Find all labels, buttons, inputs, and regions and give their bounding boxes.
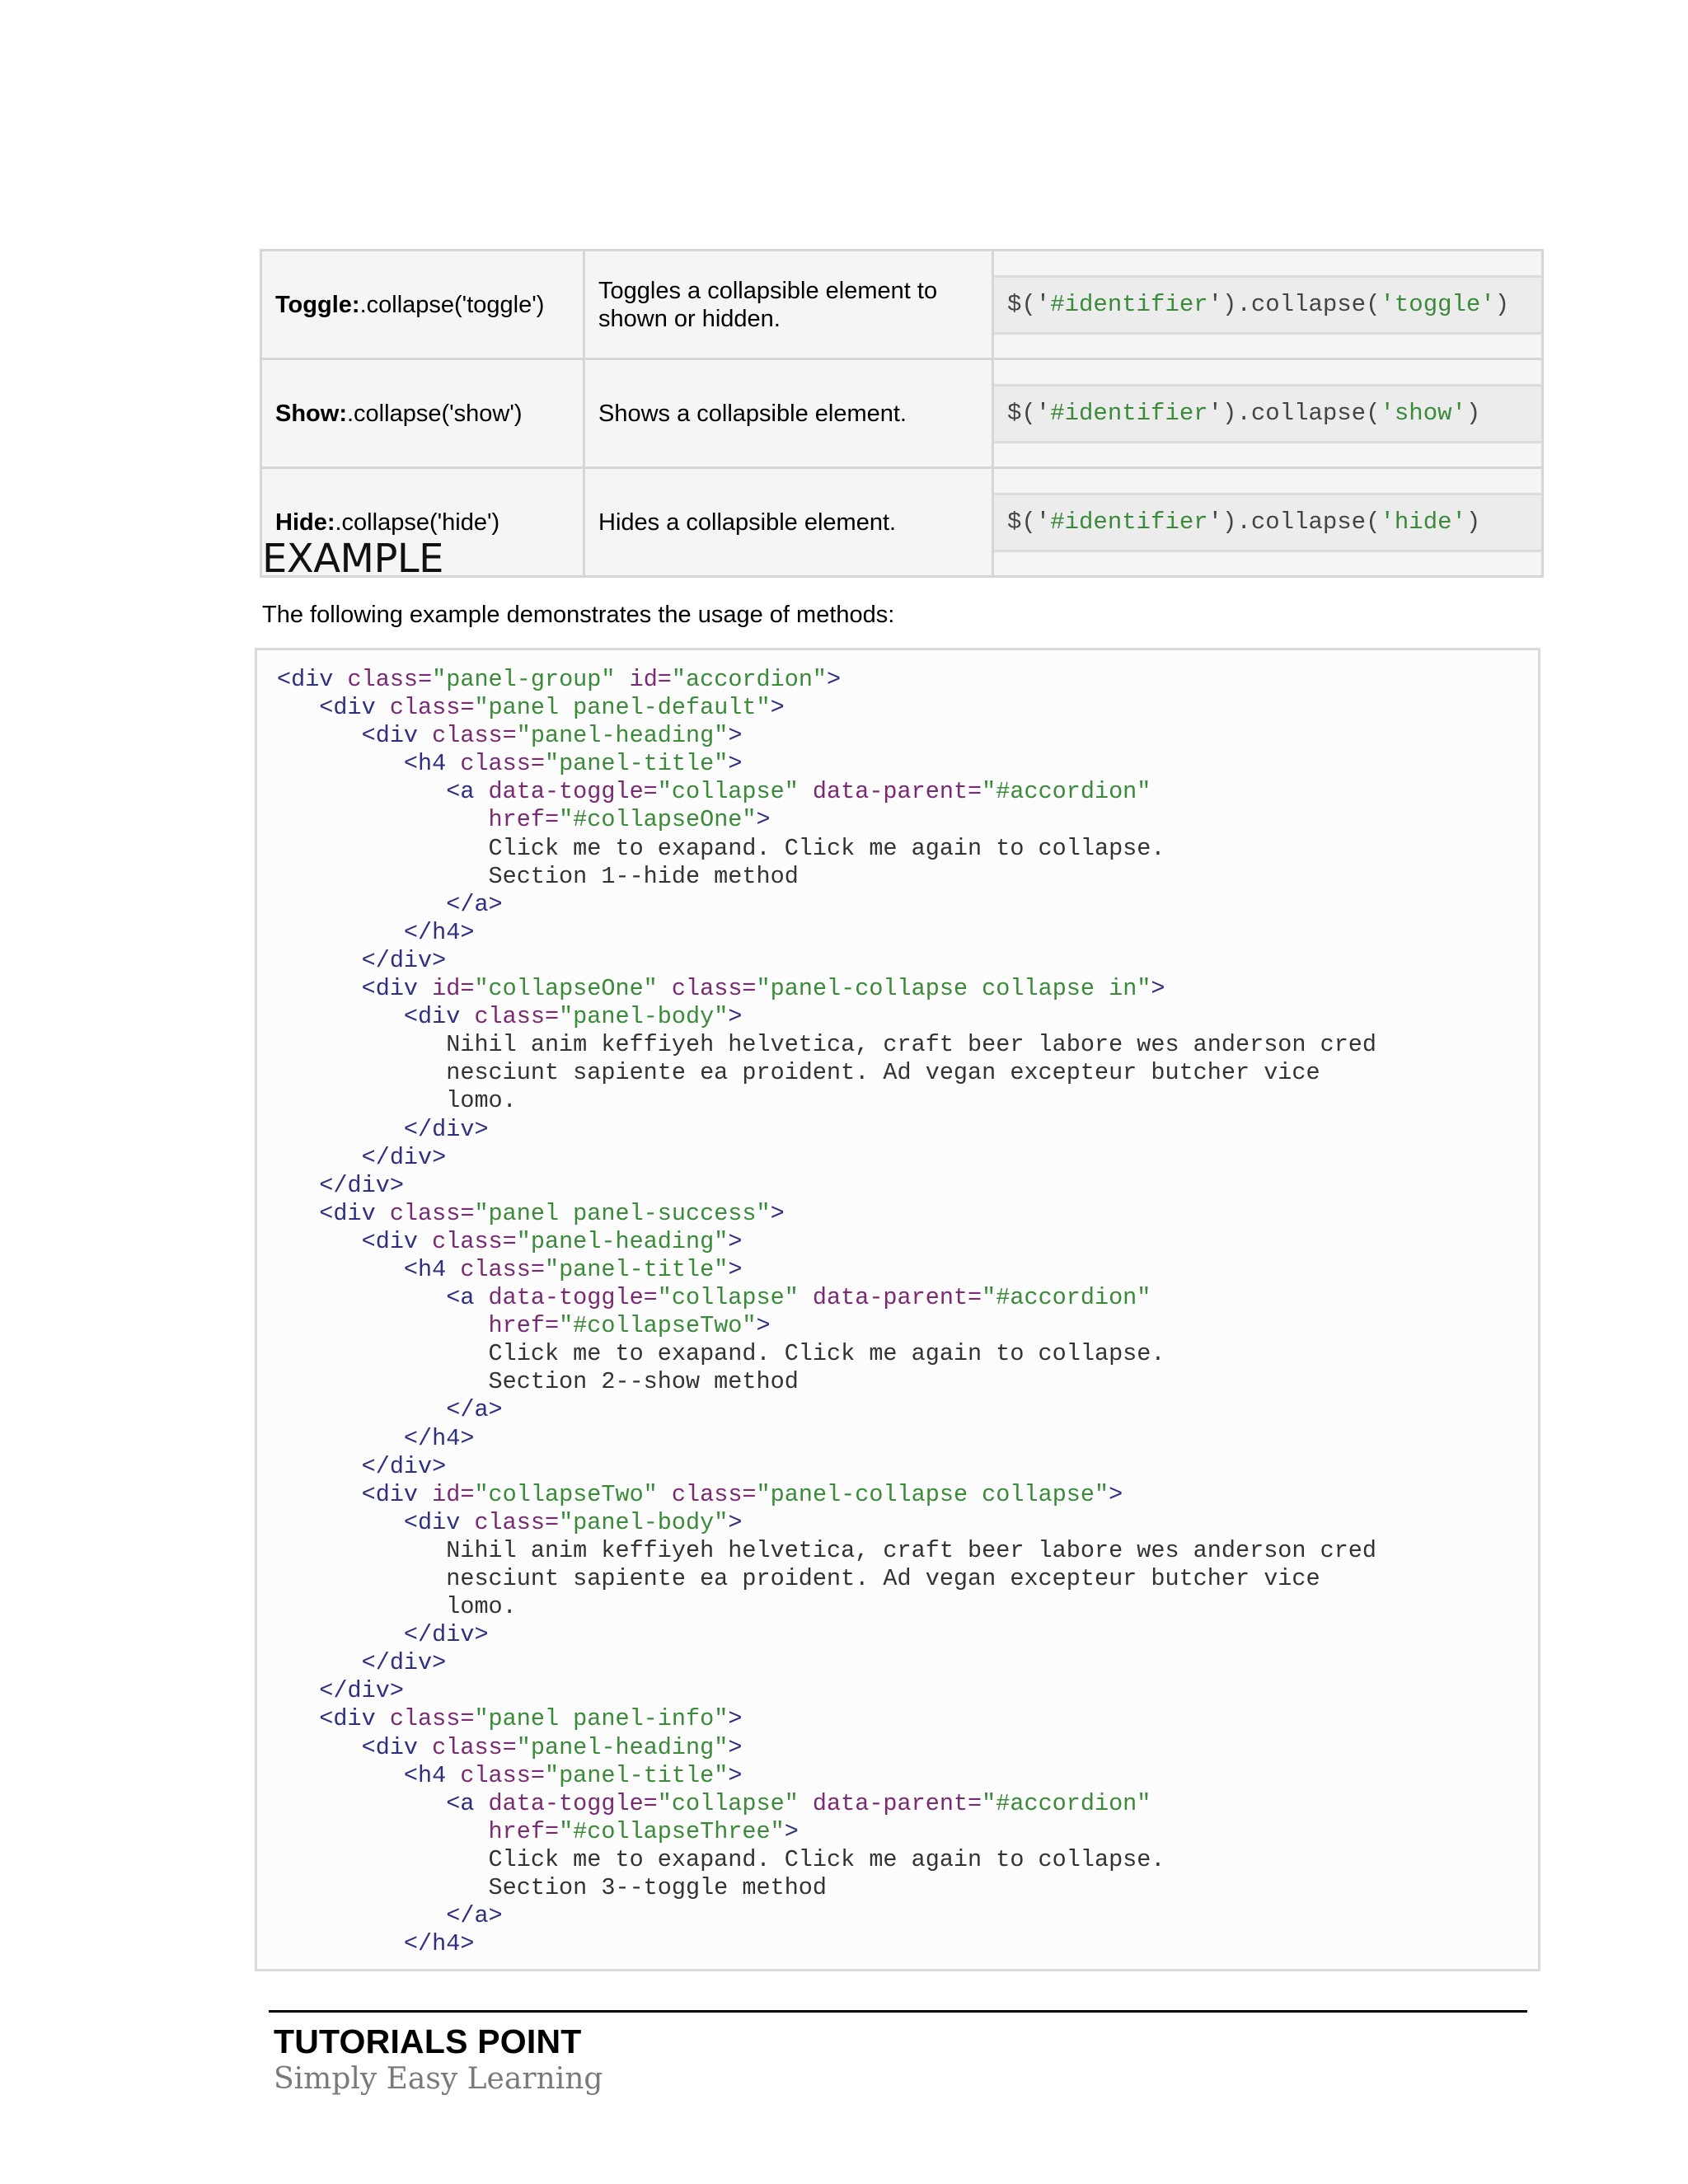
code-token: data-parent= xyxy=(812,1284,982,1312)
code-token: > xyxy=(728,1508,743,1536)
code-line xyxy=(277,1003,1538,1031)
code-line xyxy=(277,919,1538,947)
code-token: > xyxy=(728,1733,743,1761)
code-line xyxy=(277,1593,1538,1621)
code-line xyxy=(277,1902,1538,1930)
code-line xyxy=(277,806,1538,834)
code-token: "panel-collapse collapse" xyxy=(756,1480,1109,1508)
code-token: > xyxy=(756,1312,771,1340)
code-listing xyxy=(257,650,1538,1958)
code-token: "#accordion" xyxy=(982,778,1151,806)
code-token: class= xyxy=(474,1003,560,1031)
code-block xyxy=(255,648,1540,1971)
code-token: id= xyxy=(432,1480,475,1508)
code-line xyxy=(277,1705,1538,1733)
code-token: </div> xyxy=(277,1171,404,1199)
code-token: </div> xyxy=(277,1143,447,1171)
code-line xyxy=(277,1396,1538,1424)
usage-code xyxy=(994,384,1541,443)
code-token: Nihil anim keffiyeh helvetica, craft beer labore wes anderson cred xyxy=(277,1536,1377,1564)
code-token: class= xyxy=(474,1508,560,1536)
code-token: Click me to exapand. Click me again to collapse. xyxy=(277,834,1165,862)
code-line xyxy=(277,1762,1538,1790)
method-usage xyxy=(993,468,1543,577)
code-token: > xyxy=(1109,1480,1123,1508)
code-token: </div> xyxy=(277,1115,489,1143)
code-token: "#collapseTwo" xyxy=(559,1312,757,1340)
code-token: <div xyxy=(277,1003,475,1031)
code-token: <h4 xyxy=(277,750,461,778)
code-token: > xyxy=(728,750,743,778)
code-token: > xyxy=(770,694,785,722)
table-row xyxy=(261,468,1543,577)
code-token: "panel panel-info" xyxy=(474,1705,729,1733)
code-token: "collapseOne" xyxy=(474,975,658,1003)
code-token: <a xyxy=(277,778,489,806)
code-line xyxy=(277,1734,1538,1762)
code-line xyxy=(277,1031,1538,1059)
code-token: $(' xyxy=(1007,290,1051,318)
code-token: data-toggle= xyxy=(488,1284,658,1312)
code-token: nesciunt sapiente ea proident. Ad vegan excepteur butcher vice xyxy=(277,1059,1320,1087)
code-token: <a xyxy=(277,1789,489,1817)
code-token: ').collapse( xyxy=(1207,508,1381,536)
code-token: $(' xyxy=(1007,508,1051,536)
code-token: "panel-title" xyxy=(544,1255,729,1283)
code-token: class= xyxy=(460,750,545,778)
code-token: <div xyxy=(277,694,390,722)
code-line xyxy=(277,1677,1538,1705)
code-token: class= xyxy=(671,1480,757,1508)
code-token: ').collapse( xyxy=(1207,399,1381,427)
code-token: "panel-collapse collapse in" xyxy=(756,975,1151,1003)
code-token: <div xyxy=(277,1480,433,1508)
code-token: "panel-group" xyxy=(432,666,616,693)
code-line xyxy=(277,1172,1538,1200)
method-label: Show: xyxy=(275,400,347,427)
code-token: Section 1--hide method xyxy=(277,862,799,890)
code-line xyxy=(277,1228,1538,1256)
usage-code xyxy=(994,275,1541,335)
code-line xyxy=(277,1425,1538,1453)
code-line xyxy=(277,1649,1538,1677)
method-call: .collapse('hide') xyxy=(335,509,500,536)
code-token: #identifier xyxy=(1050,399,1208,427)
code-token: <div xyxy=(277,1199,390,1227)
code-token: <div xyxy=(277,1508,475,1536)
code-token: class= xyxy=(432,722,517,750)
code-token: <a xyxy=(277,1284,489,1312)
code-token: 'show' xyxy=(1380,399,1466,427)
code-token: class= xyxy=(432,1733,517,1761)
code-line xyxy=(277,1537,1538,1565)
code-token: "panel panel-default" xyxy=(474,694,771,722)
code-line xyxy=(277,1621,1538,1649)
methods-table xyxy=(260,249,1544,578)
code-line xyxy=(277,1087,1538,1115)
code-token: lomo. xyxy=(277,1087,517,1115)
code-token xyxy=(658,975,672,1002)
code-token: href= xyxy=(277,1817,560,1845)
code-line xyxy=(277,1059,1538,1087)
code-token: "panel-heading" xyxy=(516,722,729,750)
section-heading: EXAMPLE xyxy=(262,536,443,582)
code-line xyxy=(277,1481,1538,1509)
code-token: </h4> xyxy=(277,918,475,946)
code-token: ) xyxy=(1494,290,1510,318)
code-token: Section 2--show method xyxy=(277,1368,799,1396)
code-token: "#accordion" xyxy=(982,1789,1151,1817)
code-line xyxy=(277,863,1538,891)
code-token: Nihil anim keffiyeh helvetica, craft beer labore wes anderson cred xyxy=(277,1031,1377,1059)
code-token: > xyxy=(770,1199,785,1227)
code-line xyxy=(277,975,1538,1003)
code-token: ) xyxy=(1465,399,1481,427)
code-token: id= xyxy=(432,975,475,1003)
code-token xyxy=(799,1790,813,1817)
code-token: </h4> xyxy=(277,1930,475,1958)
code-token: "panel-body" xyxy=(559,1003,729,1031)
code-line xyxy=(277,694,1538,722)
code-token: </div> xyxy=(277,946,447,974)
method-call: .collapse('toggle') xyxy=(359,291,545,318)
code-token: #identifier xyxy=(1050,508,1208,536)
code-token: data-toggle= xyxy=(488,778,658,806)
code-token: "#accordion" xyxy=(982,1284,1151,1312)
method-label: Hide: xyxy=(275,509,335,536)
method-usage xyxy=(993,251,1543,359)
method-label: Toggle: xyxy=(275,291,360,318)
code-token: data-toggle= xyxy=(488,1789,658,1817)
code-line xyxy=(277,835,1538,863)
code-line xyxy=(277,1284,1538,1312)
code-token: 'toggle' xyxy=(1380,290,1495,318)
code-token: href= xyxy=(277,806,560,834)
code-token: "panel-title" xyxy=(544,1761,729,1789)
code-token: class= xyxy=(389,694,475,722)
code-token: > xyxy=(728,1761,743,1789)
code-token: "#collapseThree" xyxy=(559,1817,785,1845)
code-token: <h4 xyxy=(277,1255,461,1283)
code-token: class= xyxy=(460,1255,545,1283)
method-usage xyxy=(993,359,1543,468)
code-token: </h4> xyxy=(277,1424,475,1452)
code-token: "collapseTwo" xyxy=(474,1480,658,1508)
code-line xyxy=(277,722,1538,750)
code-token: class= xyxy=(389,1199,475,1227)
code-token: <div xyxy=(277,666,348,693)
code-line xyxy=(277,1368,1538,1396)
code-token: "panel panel-success" xyxy=(474,1199,771,1227)
code-line xyxy=(277,1509,1538,1537)
code-line xyxy=(277,1200,1538,1228)
code-token: <h4 xyxy=(277,1761,461,1789)
footer-tagline: Simply Easy Learning xyxy=(274,2062,603,2096)
code-line xyxy=(277,1116,1538,1144)
code-line xyxy=(277,1930,1538,1958)
code-token: > xyxy=(728,1227,743,1255)
method-description: Shows a collapsible element. xyxy=(584,359,993,468)
code-token: </div> xyxy=(277,1621,489,1649)
code-line xyxy=(277,666,1538,694)
code-token: > xyxy=(728,722,743,750)
footer-divider xyxy=(269,2010,1527,2013)
code-line xyxy=(277,1340,1538,1368)
code-token: > xyxy=(756,806,771,834)
code-token: data-parent= xyxy=(812,1789,982,1817)
code-token: "panel-title" xyxy=(544,750,729,778)
code-token: "panel-heading" xyxy=(516,1227,729,1255)
code-line xyxy=(277,1453,1538,1481)
code-token: <div xyxy=(277,1705,390,1733)
code-token: <div xyxy=(277,975,433,1003)
code-token: </div> xyxy=(277,1452,447,1480)
code-token: </a> xyxy=(277,890,503,918)
code-token: data-parent= xyxy=(812,778,982,806)
code-token: "collapse" xyxy=(657,1284,799,1312)
code-line xyxy=(277,1790,1538,1818)
code-line xyxy=(277,750,1538,778)
intro-text: The following example demonstrates the usage of methods: xyxy=(262,602,895,628)
code-token: </div> xyxy=(277,1649,447,1677)
code-token: > xyxy=(1151,975,1165,1003)
code-line xyxy=(277,1312,1538,1340)
footer-brand: TUTORIALS POINT xyxy=(274,2022,582,2060)
code-token: class= xyxy=(389,1705,475,1733)
code-token: </div> xyxy=(277,1677,404,1705)
code-token: Click me to exapand. Click me again to collapse. xyxy=(277,1340,1165,1368)
code-token: "#collapseOne" xyxy=(559,806,757,834)
code-token: > xyxy=(728,1255,743,1283)
method-name xyxy=(261,251,584,359)
code-token: "accordion" xyxy=(671,666,828,693)
code-token: lomo. xyxy=(277,1593,517,1621)
code-token: Click me to exapand. Click me again to collapse. xyxy=(277,1845,1165,1873)
code-line xyxy=(277,1874,1538,1902)
code-token: href= xyxy=(277,1312,560,1340)
code-line xyxy=(277,891,1538,919)
code-token: "panel-heading" xyxy=(516,1733,729,1761)
code-token xyxy=(799,778,813,805)
code-token: class= xyxy=(460,1761,545,1789)
code-line xyxy=(277,778,1538,806)
table-row xyxy=(261,251,1543,359)
code-token xyxy=(615,666,629,693)
code-line xyxy=(277,947,1538,975)
code-token: ').collapse( xyxy=(1207,290,1381,318)
code-line xyxy=(277,1144,1538,1172)
code-token: 'hide' xyxy=(1380,508,1466,536)
code-token: id= xyxy=(629,666,672,693)
code-token: #identifier xyxy=(1050,290,1208,318)
code-token: "panel-body" xyxy=(559,1508,729,1536)
method-name xyxy=(261,359,584,468)
code-token: <div xyxy=(277,722,433,750)
code-token: nesciunt sapiente ea proident. Ad vegan excepteur butcher vice xyxy=(277,1565,1320,1592)
method-description: Toggles a collapsible element to shown or hidden. xyxy=(584,251,993,359)
code-token: > xyxy=(784,1817,799,1845)
code-token: </a> xyxy=(277,1396,503,1424)
method-description: Hides a collapsible element. xyxy=(584,468,993,577)
code-token: class= xyxy=(432,1227,517,1255)
code-token: <div xyxy=(277,1733,433,1761)
code-line xyxy=(277,1256,1538,1284)
code-token: Section 3--toggle method xyxy=(277,1874,828,1902)
code-token: class= xyxy=(347,666,433,693)
table-row xyxy=(261,359,1543,468)
code-line xyxy=(277,1846,1538,1874)
code-line xyxy=(277,1565,1538,1593)
method-call: .collapse('show') xyxy=(347,400,523,427)
code-token xyxy=(658,1481,672,1508)
code-token: > xyxy=(827,666,842,693)
code-token: > xyxy=(728,1003,743,1031)
code-token: "collapse" xyxy=(657,1789,799,1817)
code-token: "collapse" xyxy=(657,778,799,806)
code-token: ) xyxy=(1465,508,1481,536)
usage-code xyxy=(994,493,1541,552)
code-token: > xyxy=(728,1705,743,1733)
code-token: </a> xyxy=(277,1902,503,1930)
code-token: class= xyxy=(671,975,757,1003)
code-line xyxy=(277,1818,1538,1846)
code-token: <div xyxy=(277,1227,433,1255)
code-token xyxy=(799,1284,813,1311)
code-token: $(' xyxy=(1007,399,1051,427)
